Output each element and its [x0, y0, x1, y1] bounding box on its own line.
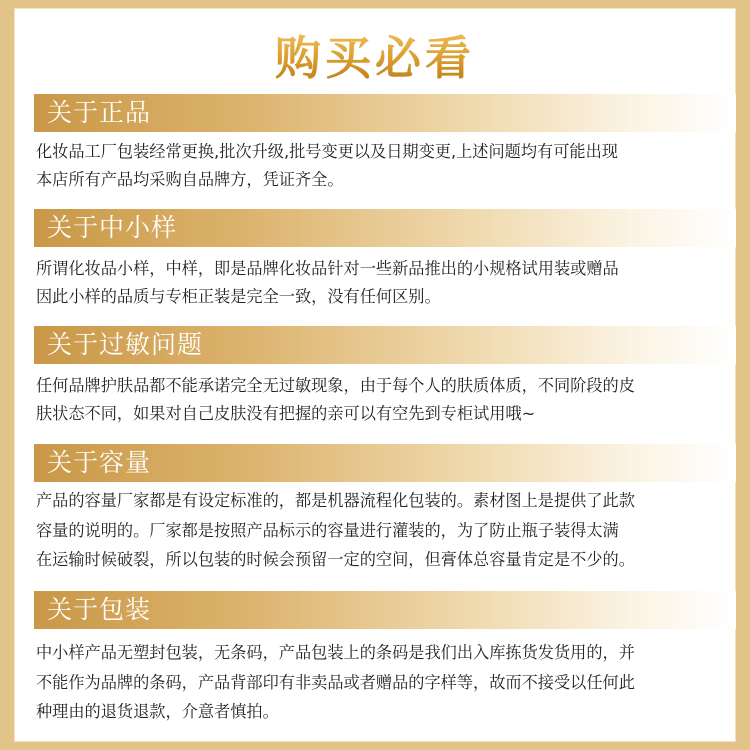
section-body-allergy: [36, 372, 726, 428]
body-line: 本店所有产品均采购自品牌方，凭证齐全。: [36, 170, 344, 189]
body-line: 因此小样的品质与专柜正装是完全一致，没有任何区别。: [36, 287, 441, 306]
body-line: 所谓化妆品小样，中样，即是品牌化妆品针对一些新品推出的小规格试用装或赠品: [36, 259, 619, 278]
body-line: 产品的容量厂家都是有设定标准的，都是机器流程化包装的。素材图上是提供了此款: [36, 491, 635, 510]
section-header-capacity: [34, 444, 736, 482]
section-heading: 关于中小样: [47, 213, 178, 242]
body-line: 任何品牌护肤品都不能承诺完全无过敏现象，由于每个人的肤质体质，不同阶段的皮: [36, 376, 635, 395]
section-heading: 关于过敏问题: [47, 330, 204, 359]
section-header-samples: [34, 209, 736, 247]
body-line: 化妆品工厂包装经常更换,批次升级,批号变更以及日期变更,上述问题均有可能出现: [36, 142, 618, 161]
body-line: 中小样产品无塑封包装，无条码，产品包装上的条码是我们出入库拣货发货用的，并: [36, 643, 635, 662]
section-body-packaging: [36, 638, 726, 727]
section-heading: 关于容量: [47, 448, 152, 477]
section-header-packaging: [34, 591, 736, 629]
body-line: 在运输时候破裂，所以包装的时候会预留一定的空间，但膏体总容量肯定是不少的。: [36, 550, 635, 569]
body-line: 容量的说明的。厂家都是按照产品标示的容量进行灌装的，为了防止瓶子装得太满: [36, 520, 619, 540]
section-body-samples: [36, 255, 726, 311]
body-line: 种理由的退货退款，介意者慎拍。: [36, 702, 279, 721]
section-heading: 关于正品: [47, 98, 152, 127]
section-heading: 关于包装: [47, 595, 152, 624]
page-title: 购买必看: [0, 28, 750, 88]
section-header-allergy: [34, 326, 736, 364]
section-header-authentic: [34, 94, 736, 132]
body-line: 不能作为品牌的条码，产品背部印有非卖品或者赠品的字样等，故而不接受以任何此: [36, 672, 635, 692]
body-line: 肤状态不同，如果对自己皮肤没有把握的亲可以有空先到专柜试用哦~: [36, 404, 536, 423]
section-body-capacity: [36, 486, 726, 575]
section-body-authentic: [36, 138, 726, 194]
